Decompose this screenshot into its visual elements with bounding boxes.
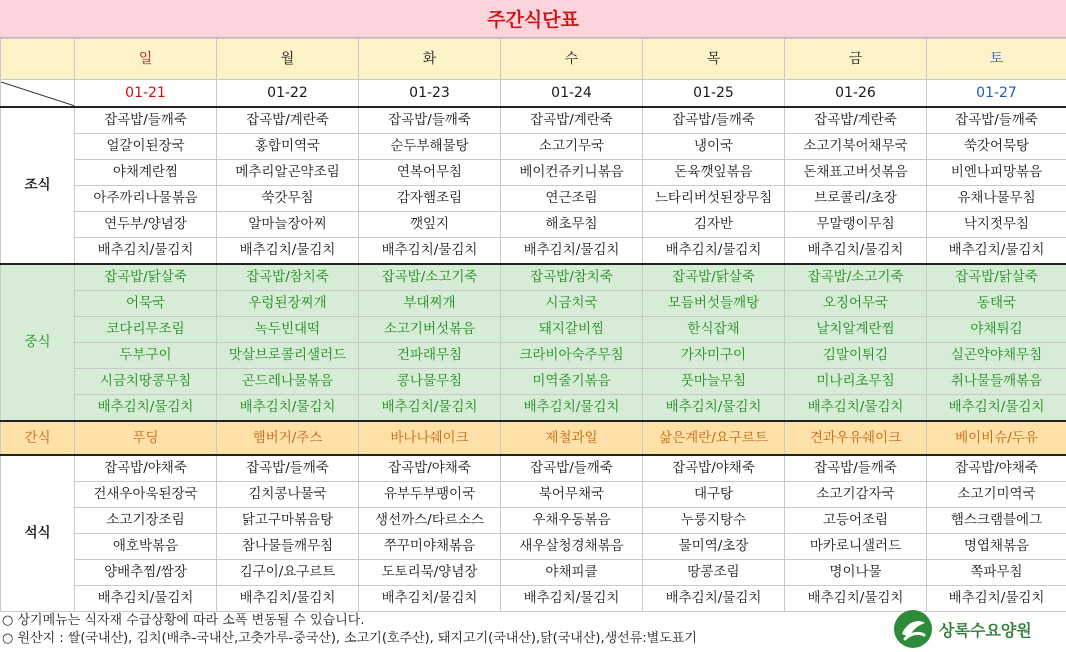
dish-cell: 두부구이	[75, 343, 217, 369]
dish-cell: 삶은계란/요구르트	[643, 421, 785, 455]
dish-cell: 닭고구마볶음탕	[217, 508, 359, 534]
dish-cell: 생선까스/타르소스	[359, 508, 501, 534]
dish-cell: 배추김치/물김치	[217, 238, 359, 265]
meal-row-dinner	[1, 586, 1066, 612]
dish-cell: 잡곡밥/닭살죽	[927, 264, 1066, 291]
dish-cell: 날치알계란찜	[785, 317, 927, 343]
dish-cell: 김구이/요구르트	[217, 560, 359, 586]
meal-row-breakfast	[1, 186, 1066, 212]
meal-row-dinner	[1, 534, 1066, 560]
day-thursday: 목	[643, 39, 785, 80]
dish-cell: 비엔나피망볶음	[927, 160, 1066, 186]
day-tuesday: 화	[359, 39, 501, 80]
dish-cell: 오징어무국	[785, 291, 927, 317]
dish-cell: 배추김치/물김치	[75, 586, 217, 612]
dish-cell: 잡곡밥/들깨죽	[643, 107, 785, 134]
dish-cell: 콩나물무침	[359, 369, 501, 395]
dish-cell: 잡곡밥/들깨죽	[75, 107, 217, 134]
dish-cell: 냉이국	[643, 134, 785, 160]
dish-cell: 무말랭이무침	[785, 212, 927, 238]
dish-cell: 건새우아욱된장국	[75, 482, 217, 508]
dish-cell: 돈채표고버섯볶음	[785, 160, 927, 186]
dish-cell: 돼지갈비찜	[501, 317, 643, 343]
dish-cell: 배추김치/물김치	[75, 238, 217, 265]
day-wednesday: 수	[501, 39, 643, 80]
dish-cell: 잡곡밥/야채죽	[75, 455, 217, 482]
dish-cell: 베이컨쥬키니볶음	[501, 160, 643, 186]
dish-cell: 유부두부팽이국	[359, 482, 501, 508]
dish-cell: 제철과일	[501, 421, 643, 455]
dish-cell: 야채튀김	[927, 317, 1066, 343]
date-thursday: 01-25	[643, 80, 785, 108]
dish-cell: 소고기감자국	[785, 482, 927, 508]
dish-cell: 배추김치/물김치	[927, 395, 1066, 422]
meal-row-dinner	[1, 482, 1066, 508]
dish-cell: 명엽채볶음	[927, 534, 1066, 560]
dish-cell: 배추김치/물김치	[359, 238, 501, 265]
dish-cell: 풋마늘무침	[643, 369, 785, 395]
dish-cell: 잡곡밥/들깨죽	[217, 455, 359, 482]
meal-row-lunch	[1, 369, 1066, 395]
dish-cell: 소고기장조림	[75, 508, 217, 534]
day-header-row	[1, 39, 1066, 80]
dish-cell: 김말이튀김	[785, 343, 927, 369]
logo	[893, 609, 1032, 649]
dish-cell: 우렁된장찌개	[217, 291, 359, 317]
dish-cell: 모듬버섯들깨탕	[643, 291, 785, 317]
dish-cell: 감자햄조림	[359, 186, 501, 212]
date-row	[1, 80, 1066, 108]
meal-label-breakfast: 조식	[1, 107, 75, 264]
dish-cell: 배추김치/물김치	[359, 586, 501, 612]
footer-note-origin: ○ 원산지 : 쌀(국내산), 김치(배추-국내산,고춧가루-중국산), 소고기(호주산), 돼지고기(국내산),닭(국내산),생선류:별도표기	[2, 631, 697, 646]
dish-cell: 시금치땅콩무침	[75, 369, 217, 395]
meal-label-dinner: 석식	[1, 455, 75, 612]
meal-row-lunch	[1, 317, 1066, 343]
dish-cell: 취나물들깨볶음	[927, 369, 1066, 395]
dish-cell: 낙지젓무침	[927, 212, 1066, 238]
dish-cell: 배추김치/물김치	[643, 586, 785, 612]
dish-cell: 연복어무침	[359, 160, 501, 186]
dish-cell: 배추김치/물김치	[217, 395, 359, 422]
meal-row-dinner	[1, 455, 1066, 482]
dish-cell: 순두부해물탕	[359, 134, 501, 160]
dish-cell: 쑥갓무침	[217, 186, 359, 212]
dish-cell: 느타리버섯된장무침	[643, 186, 785, 212]
weekly-menu-table	[0, 38, 1066, 612]
diagonal-line-icon	[1, 80, 75, 106]
evergreen-leaf-logo-icon	[893, 609, 933, 649]
dish-cell: 고등어조림	[785, 508, 927, 534]
dish-cell: 알마늘장아찌	[217, 212, 359, 238]
dish-cell: 잡곡밥/소고기죽	[785, 264, 927, 291]
dish-cell: 소고기북어채무국	[785, 134, 927, 160]
dish-cell: 홍합미역국	[217, 134, 359, 160]
dish-cell: 바나나쉐이크	[359, 421, 501, 455]
day-sunday: 일	[75, 39, 217, 80]
dish-cell: 잡곡밥/들깨죽	[501, 455, 643, 482]
dish-cell: 배추김치/물김치	[501, 395, 643, 422]
dish-cell: 미나리초무침	[785, 369, 927, 395]
meal-row-breakfast	[1, 134, 1066, 160]
dish-cell: 잡곡밥/닭살죽	[643, 264, 785, 291]
meal-label-snack: 간식	[1, 421, 75, 455]
dish-cell: 견과우유쉐이크	[785, 421, 927, 455]
date-saturday: 01-27	[927, 80, 1066, 108]
corner-empty	[1, 39, 75, 80]
dish-cell: 배추김치/물김치	[501, 238, 643, 265]
dish-cell: 대구탕	[643, 482, 785, 508]
dish-cell: 김자반	[643, 212, 785, 238]
dish-cell: 푸딩	[75, 421, 217, 455]
dish-cell: 마카로니샐러드	[785, 534, 927, 560]
dish-cell: 잡곡밥/닭살죽	[75, 264, 217, 291]
dish-cell: 연근조림	[501, 186, 643, 212]
dish-cell: 배추김치/물김치	[217, 586, 359, 612]
dish-cell: 코다리무조림	[75, 317, 217, 343]
dish-cell: 잡곡밥/참치죽	[501, 264, 643, 291]
date-friday: 01-26	[785, 80, 927, 108]
diagonal-corner-cell	[1, 80, 75, 108]
meal-row-dinner	[1, 508, 1066, 534]
dish-cell: 배추김치/물김치	[785, 395, 927, 422]
dish-cell: 잡곡밥/야채죽	[359, 455, 501, 482]
dish-cell: 잡곡밥/들깨죽	[927, 107, 1066, 134]
dish-cell: 잡곡밥/계란죽	[501, 107, 643, 134]
dish-cell: 유채나물무침	[927, 186, 1066, 212]
dish-cell: 잡곡밥/들깨죽	[785, 455, 927, 482]
dish-cell: 김치콩나물국	[217, 482, 359, 508]
dish-cell: 실곤약야채무침	[927, 343, 1066, 369]
dish-cell: 곤드레나물볶음	[217, 369, 359, 395]
dish-cell: 소고기미역국	[927, 482, 1066, 508]
dish-cell: 물미역/초장	[643, 534, 785, 560]
dish-cell: 명이나물	[785, 560, 927, 586]
dish-cell: 야채계란찜	[75, 160, 217, 186]
date-sunday: 01-21	[75, 80, 217, 108]
dish-cell: 연두부/양념장	[75, 212, 217, 238]
dish-cell: 가자미구이	[643, 343, 785, 369]
page-title: 주간식단표	[0, 0, 1066, 38]
dish-cell: 배추김치/물김치	[75, 395, 217, 422]
dish-cell: 깻잎지	[359, 212, 501, 238]
dish-cell: 해초무침	[501, 212, 643, 238]
dish-cell: 잡곡밥/계란죽	[785, 107, 927, 134]
dish-cell: 미역줄기볶음	[501, 369, 643, 395]
dish-cell: 양배추찜/쌈장	[75, 560, 217, 586]
dish-cell: 햄버거/주스	[217, 421, 359, 455]
dish-cell: 아주까리나물볶음	[75, 186, 217, 212]
dish-cell: 배추김치/물김치	[927, 238, 1066, 265]
dish-cell: 어묵국	[75, 291, 217, 317]
dish-cell: 야채피클	[501, 560, 643, 586]
dish-cell: 우채우동볶음	[501, 508, 643, 534]
dish-cell: 쪽파무침	[927, 560, 1066, 586]
dish-cell: 배추김치/물김치	[785, 238, 927, 265]
date-wednesday: 01-24	[501, 80, 643, 108]
dish-cell: 메추리알곤약조림	[217, 160, 359, 186]
dish-cell: 참나물들깨무침	[217, 534, 359, 560]
dish-cell: 시금치국	[501, 291, 643, 317]
dish-cell: 잡곡밥/소고기죽	[359, 264, 501, 291]
dish-cell: 쑥갓어묵탕	[927, 134, 1066, 160]
dish-cell: 애호박볶음	[75, 534, 217, 560]
meal-row-breakfast	[1, 212, 1066, 238]
meal-label-lunch: 중식	[1, 264, 75, 421]
day-monday: 월	[217, 39, 359, 80]
dish-cell: 땅콩조림	[643, 560, 785, 586]
date-monday: 01-22	[217, 80, 359, 108]
dish-cell: 배추김치/물김치	[643, 238, 785, 265]
day-saturday: 토	[927, 39, 1066, 80]
dish-cell: 소고기무국	[501, 134, 643, 160]
dish-cell: 얼갈이된장국	[75, 134, 217, 160]
meal-row-snack	[1, 421, 1066, 455]
dish-cell: 도토리묵/양념장	[359, 560, 501, 586]
dish-cell: 배추김치/물김치	[501, 586, 643, 612]
dish-cell: 배추김치/물김치	[359, 395, 501, 422]
dish-cell: 잡곡밥/계란죽	[217, 107, 359, 134]
dish-cell: 잡곡밥/들깨죽	[359, 107, 501, 134]
dish-cell: 부대찌개	[359, 291, 501, 317]
meal-row-lunch	[1, 343, 1066, 369]
meal-row-breakfast	[1, 238, 1066, 265]
dish-cell: 배추김치/물김치	[785, 586, 927, 612]
footer-note-change: ○ 상기메뉴는 식자재 수급상황에 따라 소폭 변동될 수 있습니다.	[2, 613, 365, 628]
dish-cell: 잡곡밥/참치죽	[217, 264, 359, 291]
dish-cell: 베이비슈/두유	[927, 421, 1066, 455]
dish-cell: 브로콜리/초장	[785, 186, 927, 212]
dish-cell: 잡곡밥/야채죽	[643, 455, 785, 482]
meal-row-lunch	[1, 395, 1066, 422]
dish-cell: 한식잡채	[643, 317, 785, 343]
dish-cell: 동태국	[927, 291, 1066, 317]
dish-cell: 새우살청경채볶음	[501, 534, 643, 560]
dish-cell: 돈육깻잎볶음	[643, 160, 785, 186]
dish-cell: 누룽지탕수	[643, 508, 785, 534]
meal-row-breakfast	[1, 160, 1066, 186]
meal-row-breakfast	[1, 107, 1066, 134]
date-tuesday: 01-23	[359, 80, 501, 108]
dish-cell: 소고기버섯볶음	[359, 317, 501, 343]
meal-row-lunch	[1, 264, 1066, 291]
meal-row-dinner	[1, 560, 1066, 586]
day-friday: 금	[785, 39, 927, 80]
logo-text: 상록수요양원	[939, 620, 1032, 640]
dish-cell: 크라비아숙주무침	[501, 343, 643, 369]
dish-cell: 쭈꾸미야채볶음	[359, 534, 501, 560]
dish-cell: 녹두빈대떡	[217, 317, 359, 343]
dish-cell: 맛살브로콜리샐러드	[217, 343, 359, 369]
dish-cell: 잡곡밥/야채죽	[927, 455, 1066, 482]
dish-cell: 배추김치/물김치	[643, 395, 785, 422]
dish-cell: 북어무채국	[501, 482, 643, 508]
dish-cell: 배추김치/물김치	[927, 586, 1066, 612]
meal-row-lunch	[1, 291, 1066, 317]
dish-cell: 햄스크램블에그	[927, 508, 1066, 534]
dish-cell: 건파래무침	[359, 343, 501, 369]
